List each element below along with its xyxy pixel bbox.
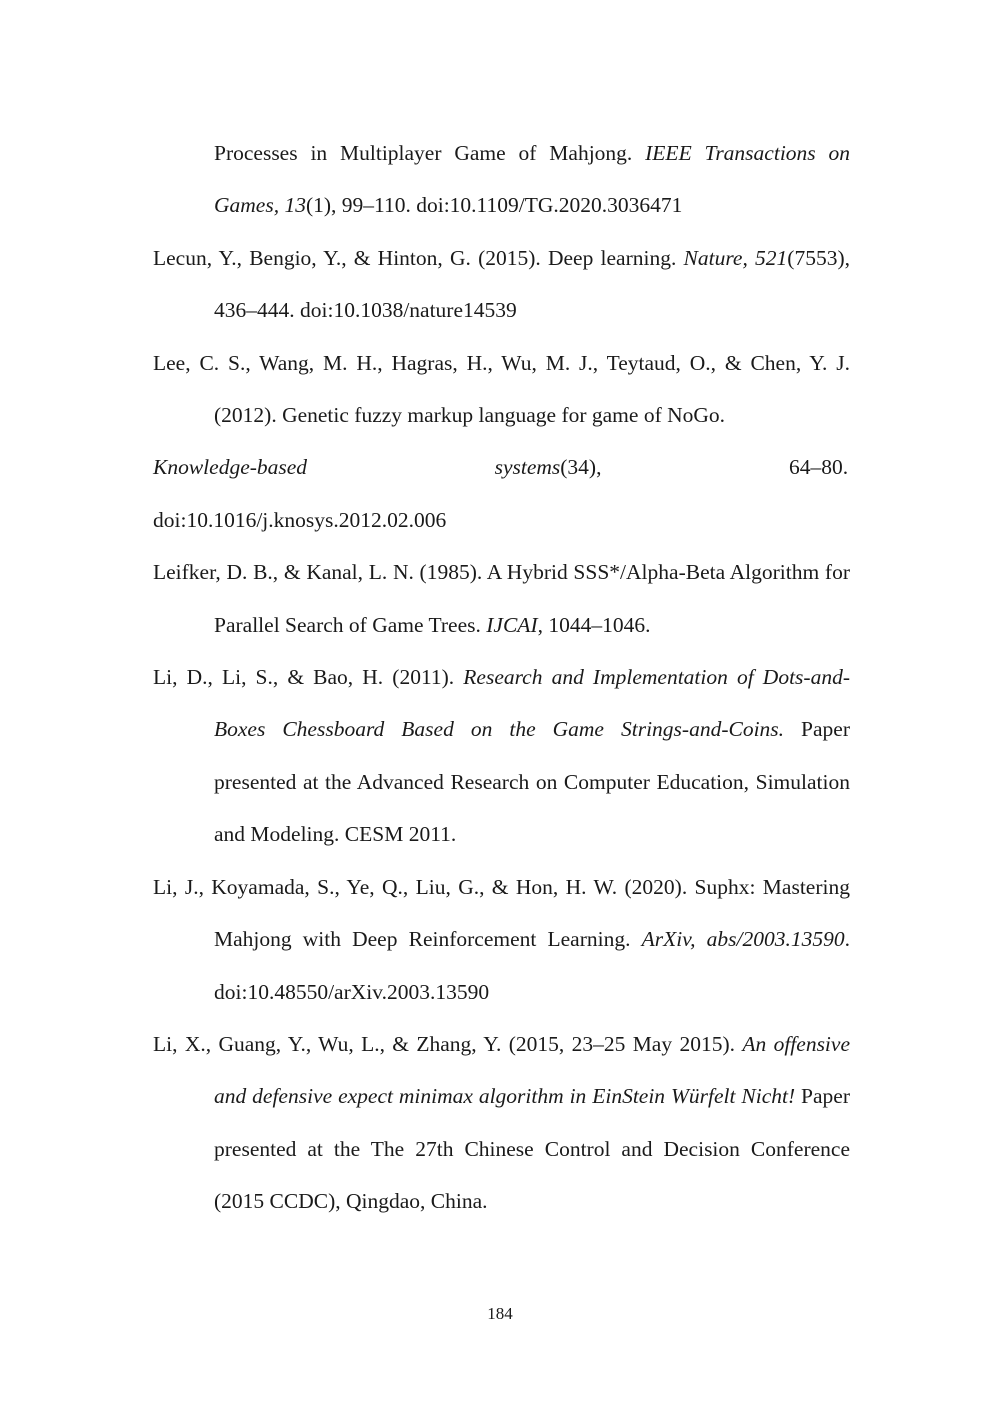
reference-journal: Knowledge-based (153, 455, 308, 480)
reference-journal: ArXiv, abs/2003.13590 (641, 927, 845, 952)
reference-text: Lee, C. S., Wang, M. H., Hagras, H., Wu, M. J., Teytaud, O., & Chen, Y. J. (2012). Genetic fuzzy markup language for game of NoGo. (153, 350, 850, 428)
reference-text: Li, D., Li, S., & Bao, H. (2011). (153, 665, 464, 690)
reference-text: . doi:10.48550/arXiv.2003.13590 (214, 927, 850, 1004)
reference-text: Li, J., Koyamada, S., Ye, Q., Liu, G., & Hon, H. W. (2020). Suphx: Mastering Mahjong with Deep Reinforcement Learning. (153, 874, 850, 952)
reference-text: (7553), 436–444. doi:10.1038/nature14539 (214, 245, 850, 323)
reference-text: Lecun, Y., Bengio, Y., & Hinton, G. (2015). Deep learning. (153, 245, 684, 270)
reference-journal: systems (494, 455, 561, 480)
reference-entry (153, 232, 850, 337)
reference-text: Paper presented at the The 27th Chinese Control and Decision Conference (2015 CCDC), Qingdao, China. (214, 1084, 850, 1214)
reference-journal: IEEE Transactions on Games, 13 (214, 141, 850, 218)
reference-journal: IJCAI (486, 612, 538, 637)
reference-entry (153, 127, 850, 232)
reference-journal: Nature, 521 (683, 245, 788, 270)
reference-text: (1), 99–110. doi:10.1109/TG.2020.3036471 (305, 193, 683, 218)
reference-text: Leifker, D. B., & Kanal, L. N. (1985). A Hybrid SSS*/Alpha-Beta Algorithm for Parallel Search of Game Trees. (153, 560, 850, 637)
page-number: 184 (487, 1304, 513, 1323)
reference-entry (153, 861, 850, 1018)
reference-title: Research and Implementation of Dots-and-Boxes Chessboard Based on the Game Strings-and-Coins. (214, 665, 850, 742)
reference-journal-line: Knowledge-based systems(34), 64–80. (214, 441, 850, 493)
reference-entry (153, 1018, 850, 1228)
reference-entry (153, 651, 850, 861)
reference-entry (153, 337, 850, 547)
reference-volume: (34), (560, 455, 602, 480)
reference-title: An offensive and defensive expect minimax algorithm in EinStein Würfelt Nicht! (214, 1031, 850, 1109)
reference-text: Paper presented at the Advanced Research on Computer Education, Simulation and Modeling. CESM 2011. (214, 717, 851, 847)
reference-text: Li, X., Guang, Y., Wu, L., & Zhang, Y. (2015, 23–25 May 2015). (153, 1031, 743, 1056)
reference-text: , 1044–1046. (537, 612, 651, 637)
reference-text: Processes in Multiplayer Game of Mahjong. (214, 141, 646, 165)
reference-list (153, 127, 850, 1228)
reference-journal-volume (494, 441, 602, 493)
reference-doi: doi:10.1016/j.knosys.2012.02.006 (153, 507, 447, 532)
reference-entry (153, 546, 850, 651)
